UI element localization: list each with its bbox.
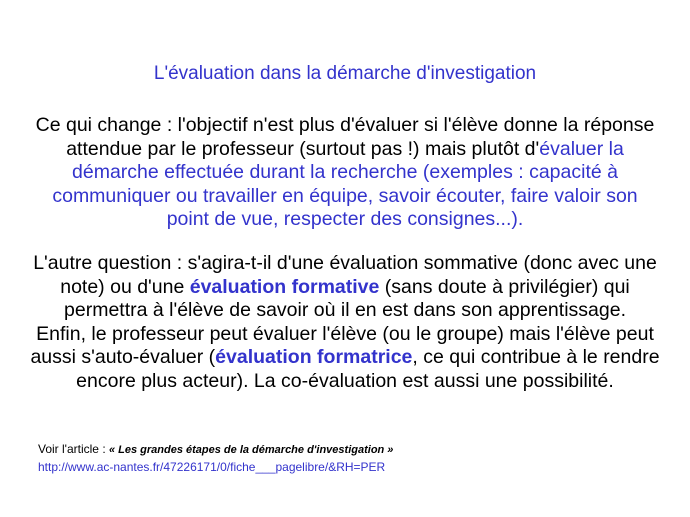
paragraph-what-changes: [30, 114, 660, 232]
term-formative-evaluation: évaluation formative: [189, 275, 380, 298]
paragraph-evaluation-types: [30, 252, 660, 393]
reference-line: [38, 441, 393, 459]
paragraph-text-part4: , ce qui contribue à le rendre encore plus acteur). La co-évaluation est aussi une possibilité.: [76, 346, 660, 392]
term-formatrice-evaluation: évaluation formatrice: [215, 346, 413, 368]
paragraph-intro: Ce qui change : l'objectif n'est plus d'évaluer si l'élève donne la réponse attendue par le professeur (surtout pas !) mais plutôt d': [35, 114, 655, 160]
paragraph-text-part2: (sans doute à privilégier) qui permettra à l'élève de savoir où il en est dans son apprentissage.: [64, 275, 630, 321]
page-title: L'évaluation dans la démarche d'investigation: [153, 63, 537, 84]
reference-block: [38, 441, 393, 476]
reference-prefix: Voir l'article :: [38, 442, 109, 456]
reference-url-link[interactable]: http://www.ac-nantes.fr/47226171/0/fiche___pagelibre/&RH=PER: [38, 460, 386, 474]
reference-article-title: « Les grandes étapes de la démarche d'investigation »: [108, 444, 394, 456]
paragraph-text-part3: Enfin, le professeur peut évaluer l'élève (ou le groupe) mais l'élève peut aussi s'auto-évaluer (: [30, 322, 654, 368]
paragraph-text-part1: L'autre question : s'agira-t-il d'une évaluation sommative (donc avec une note) ou d'une: [33, 252, 657, 298]
paragraph-highlight: évaluer la démarche effectuée durant la recherche (exemples : capacité à communiquer ou travailler en équipe, savoir écouter, faire valoir son point de vue, respecter des consignes...).: [52, 137, 638, 230]
